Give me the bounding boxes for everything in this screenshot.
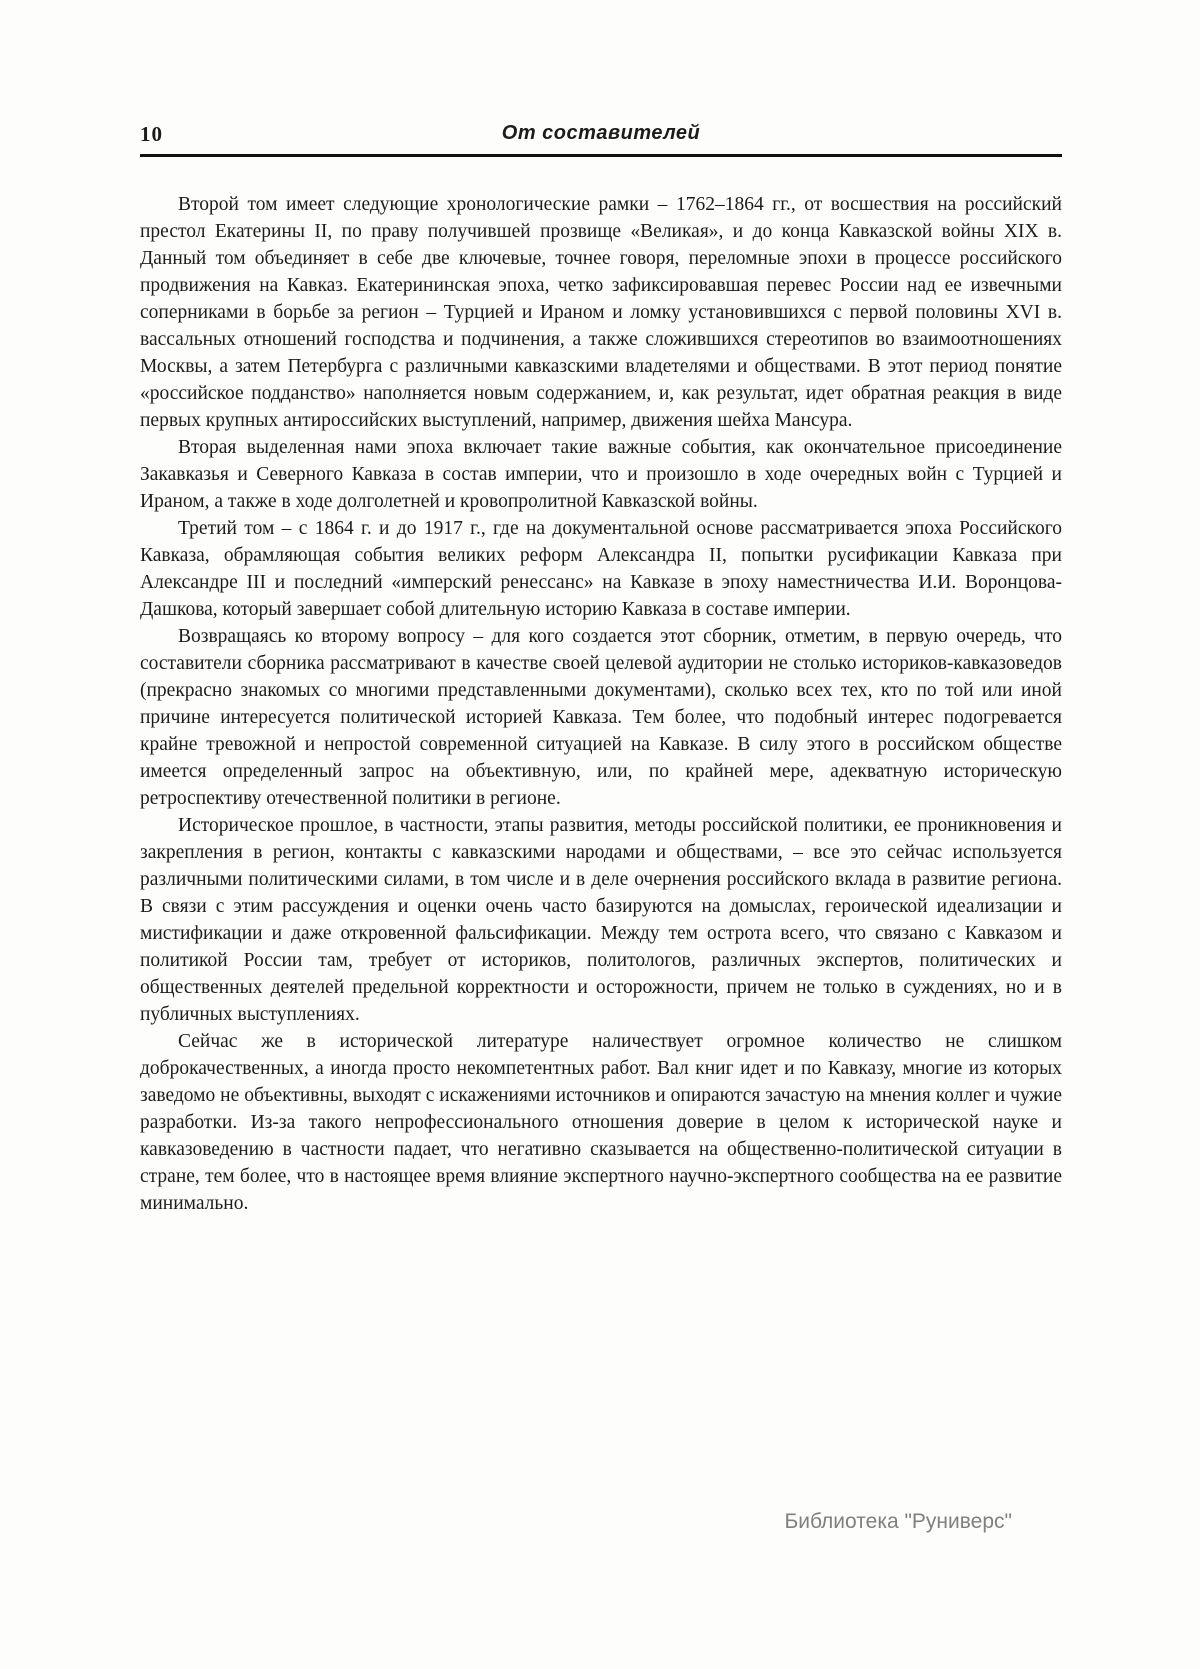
page-footer — [784, 1510, 1012, 1534]
paragraph-3: Третий том – с 1864 г. и до 1917 г., где на документальной основе рассматривается эпоха Российского Кавказа, обрамляющая события великих реформ Александра II, попытки русификации Кавказа при Александре III и последний «имперский ренессанс» на Кавказе в эпоху наместничества И.И. Воронцова-Дашкова, который завершает собой длительную историю Кавказа в составе империи. — [140, 518, 1062, 620]
paragraph-1: Второй том имеет следующие хронологические рамки – 1762–1864 гг., от восшествия на российский престол Екатерины II, по праву получившей прозвище «Великая», и до конца Кавказской войны XIX в. Данный том объединяет в себе две ключевые, точнее говоря, переломные эпохи в процессе российского продвижения на Кавказ. Екатерининская эпоха, четко зафиксировавшая перевес России над ее извечными соперниками в борьбе за регион – Турцией и Ираном и ломку установившихся с первой половины XVI в. вассальных отношений господства и подчинения, а также сложившихся стереотипов во взаимоотношениях Москвы, а затем Петербурга с различными кавказскими владетелями и обществами. В этот период понятие «российское подданство» наполняется новым содержанием, и, как результат, идет обратная реакция в виде первых крупных антироссийских выступлений, например, движения шейха Мансура. — [140, 194, 1062, 431]
page-number: 10 — [140, 122, 163, 146]
paragraph-4: Возвращаясь ко второму вопросу – для кого создается этот сборник, отметим, в первую очередь, что составители сборника рассматривают в качестве своей целевой аудитории не столько историков-кавказоведов (прекрасно знакомых со многими представленными документами), сколько всех тех, кто по той или иной причине интересуется политической историей Кавказа. Тем более, что подобный интерес подогревается крайне тревожной и непростой современной ситуацией на Кавказе. В силу этого в российском обществе имеется определенный запрос на объективную, или, по крайней мере, адекватную историческую ретроспективу отечественной политики в регионе. — [140, 626, 1062, 809]
paragraph-2: Вторая выделенная нами эпоха включает такие важные события, как окончательное присоединение Закавказья и Северного Кавказа в состав империи, что и произошло в ходе очередных войн с Турцией и Ираном, а также в ходе долголетней и кровопролитной Кавказской войны. — [140, 437, 1062, 512]
page-body — [140, 191, 1062, 1217]
paragraph-5: Историческое прошлое, в частности, этапы развития, методы российской политики, ее проникновения и закрепления в регион, контакты с кавказскими народами и обществами, – все это сейчас используется различными политическими силами, в том числе и в деле очернения российского вклада в развитие региона. В связи с этим рассуждения и оценки очень часто базируются на домыслах, героической идеализации и мистификации и даже откровенной фальсификации. Между тем острота всего, что связано с Кавказом и политикой России там, требует от историков, политологов, различных экспертов, политических и общественных деятелей предельной корректности и осторожности, причем не только в суждениях, но и в публичных выступлениях. — [140, 815, 1062, 1025]
library-watermark: Библиотека "Руниверс" — [784, 1510, 1012, 1533]
text-block — [140, 122, 1062, 1217]
running-header-title: От составителей — [501, 122, 701, 144]
running-header — [140, 122, 1062, 150]
paragraph-6: Сейчас же в исторической литературе наличествует огромное количество не слишком доброкачественных, а иногда просто некомпетентных работ. Вал книг идет и по Кавказу, многие из которых заведомо не объективны, выходят с искажениями источников и опираются зачастую на мнения коллег и чужие разработки. Из-за такого непрофессионального отношения доверие в целом к исторической науке и кавказоведению в частности падает, что негативно сказывается на общественно-политической ситуации в стране, тем более, что в настоящее время влияние экспертного научно-экспертного сообщества на ее развитие минимально. — [140, 1031, 1062, 1214]
header-rule — [140, 154, 1062, 157]
